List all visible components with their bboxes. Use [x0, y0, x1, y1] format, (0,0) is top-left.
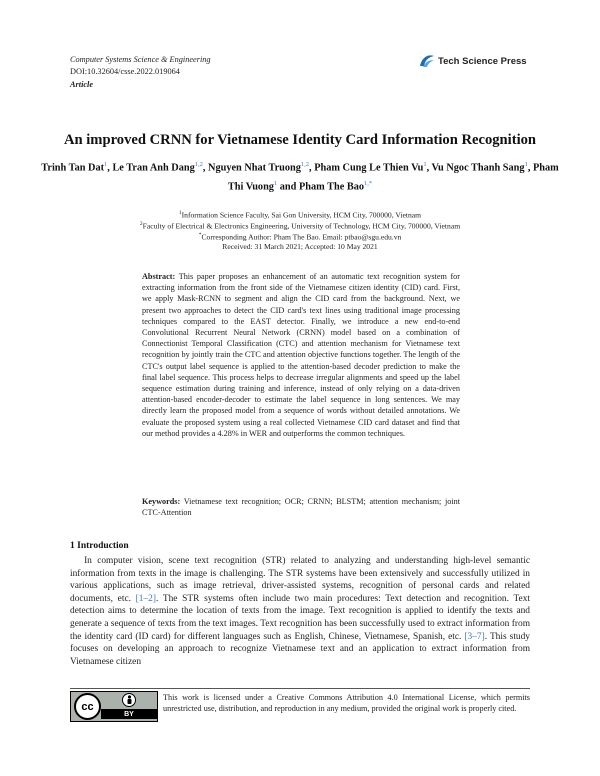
attribution-person-icon — [122, 693, 136, 707]
body-text: . The STR systems often include two main procedures: Text detection and recognition. Text detection aims to determine the location of texts from the image. Text recognition is applied to identify the texts and generate a sequence of texts from the text images. Text recognition has been successfully used to extract information from the identity card (ID card) for different languages such as English, Chinese, Vietnamese, Spanish, etc. — [70, 593, 530, 642]
author-name: Vu Ngoc Thanh Sang — [431, 162, 525, 174]
author-affil-sup: 1,2 — [194, 161, 203, 168]
person-glyph-icon — [125, 695, 134, 705]
abstract-label: Abstract: — [142, 272, 176, 281]
author-name: Pham The Bao — [298, 181, 365, 193]
footer-divider — [70, 688, 530, 689]
citation-link[interactable]: [1–2] — [135, 593, 156, 604]
article-type: Article — [70, 80, 94, 89]
abstract-text: This paper proposes an enhancement of an automatic text recognition system for extracting information from the front side of the Vietnamese citizen identity (CID) card. First, we apply Mask-RCNN to segment and align the CID card from the background. Next, we present two approaches to detect the CID card's text lines using traditional image processing techniques compared to the EAST detector. Finally, we introduce a new end-to-end Convolutional Recurrent Neural Network (CRNN) model based on a combination of Connectionist Temporal Classification (CTC) and attention mechanism for Vietnamese text recognition by jointly train the CTC and attention objective functions together. The length of the CTC's output label sequence is applied to the attention-based decoder prediction to make the final label sequence. This process helps to decrease irregular alignments and speed up the label sequence estimation during training and inference, instead of only relying on a data-driven attention-based encoder-decoder to estimate the label sequence in long sentences. We may directly learn the proposed model from a sequence of words without detailed annotations. We evaluate the proposed system using a real collected Vietnamese CID card dataset and find that our method provides a 4.28% in WER and outperforms the common techniques. — [142, 272, 460, 438]
author-affil-sup: 1 — [423, 161, 427, 168]
keywords-text: Vietnamese text recognition; OCR; CRNN; BLSTM; attention mechanism; joint CTC-Attention — [142, 497, 461, 518]
citation-link[interactable]: [3–7] — [464, 631, 485, 642]
author-name: Pham Thi Vuong — [227, 162, 559, 193]
body-paragraph — [70, 555, 530, 668]
by-band — [101, 709, 157, 719]
author-list: Trinh Tan Dat$^1$, Le Tran Anh Dang$^{1,2}$, Nguyen Nhat Truong$^{1,2}$, Pham Cung Le Thien Vu$^1$, Vu Ngoc Thanh Sang$^1$, Pham Thi Vuong$^1$ and Pham The Bao$^{1,*}$ — [41, 161, 559, 193]
body-text: In computer vision, scene text recognition (STR) related to analyzing and understanding high-level semantic information from texts in the image is challenging. The STR systems have been extensively and successfully utilized in various applications, such as image retrieval, driver-assisted systems, recognition of personal cards and related documents, etc. — [70, 556, 530, 604]
author-name: Pham Cung Le Thien Vu — [314, 162, 424, 174]
author-affil-sup: 1 — [273, 180, 278, 188]
author-affil-sup: 1,* — [364, 180, 373, 188]
publisher-name: Tech Science Press — [438, 55, 527, 67]
cc-label: cc — [81, 700, 94, 713]
author-affil-sup: 1 — [524, 161, 528, 168]
cc-by-right — [101, 692, 157, 721]
corresponding-text: Corresponding Author: Pham The Bao. Email: ptbao@sgu.edu.vn — [201, 232, 402, 242]
author-affil-sup: 1 — [104, 161, 108, 168]
body-text: . This study focuses on developing an approach to recognize Vietnamese text and an application to extract information from Vietnamese citizen — [70, 631, 530, 667]
author-name: Nguyen Nhat Truong — [208, 162, 301, 174]
affil-sup: 1 — [178, 210, 182, 216]
tsp-logo-icon — [419, 54, 435, 68]
doi[interactable]: DOI:10.32604/csse.2022.019064 — [70, 67, 180, 76]
corresponding-sup: * — [198, 232, 202, 238]
affil-text: Faculty of Electrical & Electronics Engineering, University of Technology, HCM City, 700000, Vietnam — [142, 221, 461, 231]
author-name: Trinh Tan Dat — [41, 162, 105, 174]
affil-text: Information Science Faculty, Sai Gon University, HCM City, 700000, Vietnam — [181, 210, 422, 220]
keywords — [142, 496, 460, 518]
section-heading: 1 Introduction — [70, 541, 129, 551]
author-name: Le Tran Anh Dang — [112, 162, 195, 174]
license-text: This work is licensed under a Creative Commons Attribution 4.0 International License, which permits unrestricted use, distribution, and reproduction in any medium, provided the original work is properly cited. — [163, 693, 530, 713]
cc-by-badge[interactable] — [70, 691, 158, 722]
paper-title: An improved CRNN for Vietnamese Identity Card Information Recognition — [63, 132, 537, 148]
author-affil-sup: 1,2 — [300, 161, 310, 168]
creative-commons-icon — [74, 693, 101, 720]
journal-name: Computer Systems Science & Engineering — [70, 55, 211, 64]
affil-sup: 2 — [139, 221, 143, 227]
by-label: BY — [124, 710, 134, 718]
received-dates: Received: 31 March 2021; Accepted: 10 May 2021 — [222, 242, 378, 251]
abstract — [142, 271, 460, 439]
keywords-label: Keywords: — [142, 497, 181, 506]
publisher-logo — [419, 54, 527, 68]
